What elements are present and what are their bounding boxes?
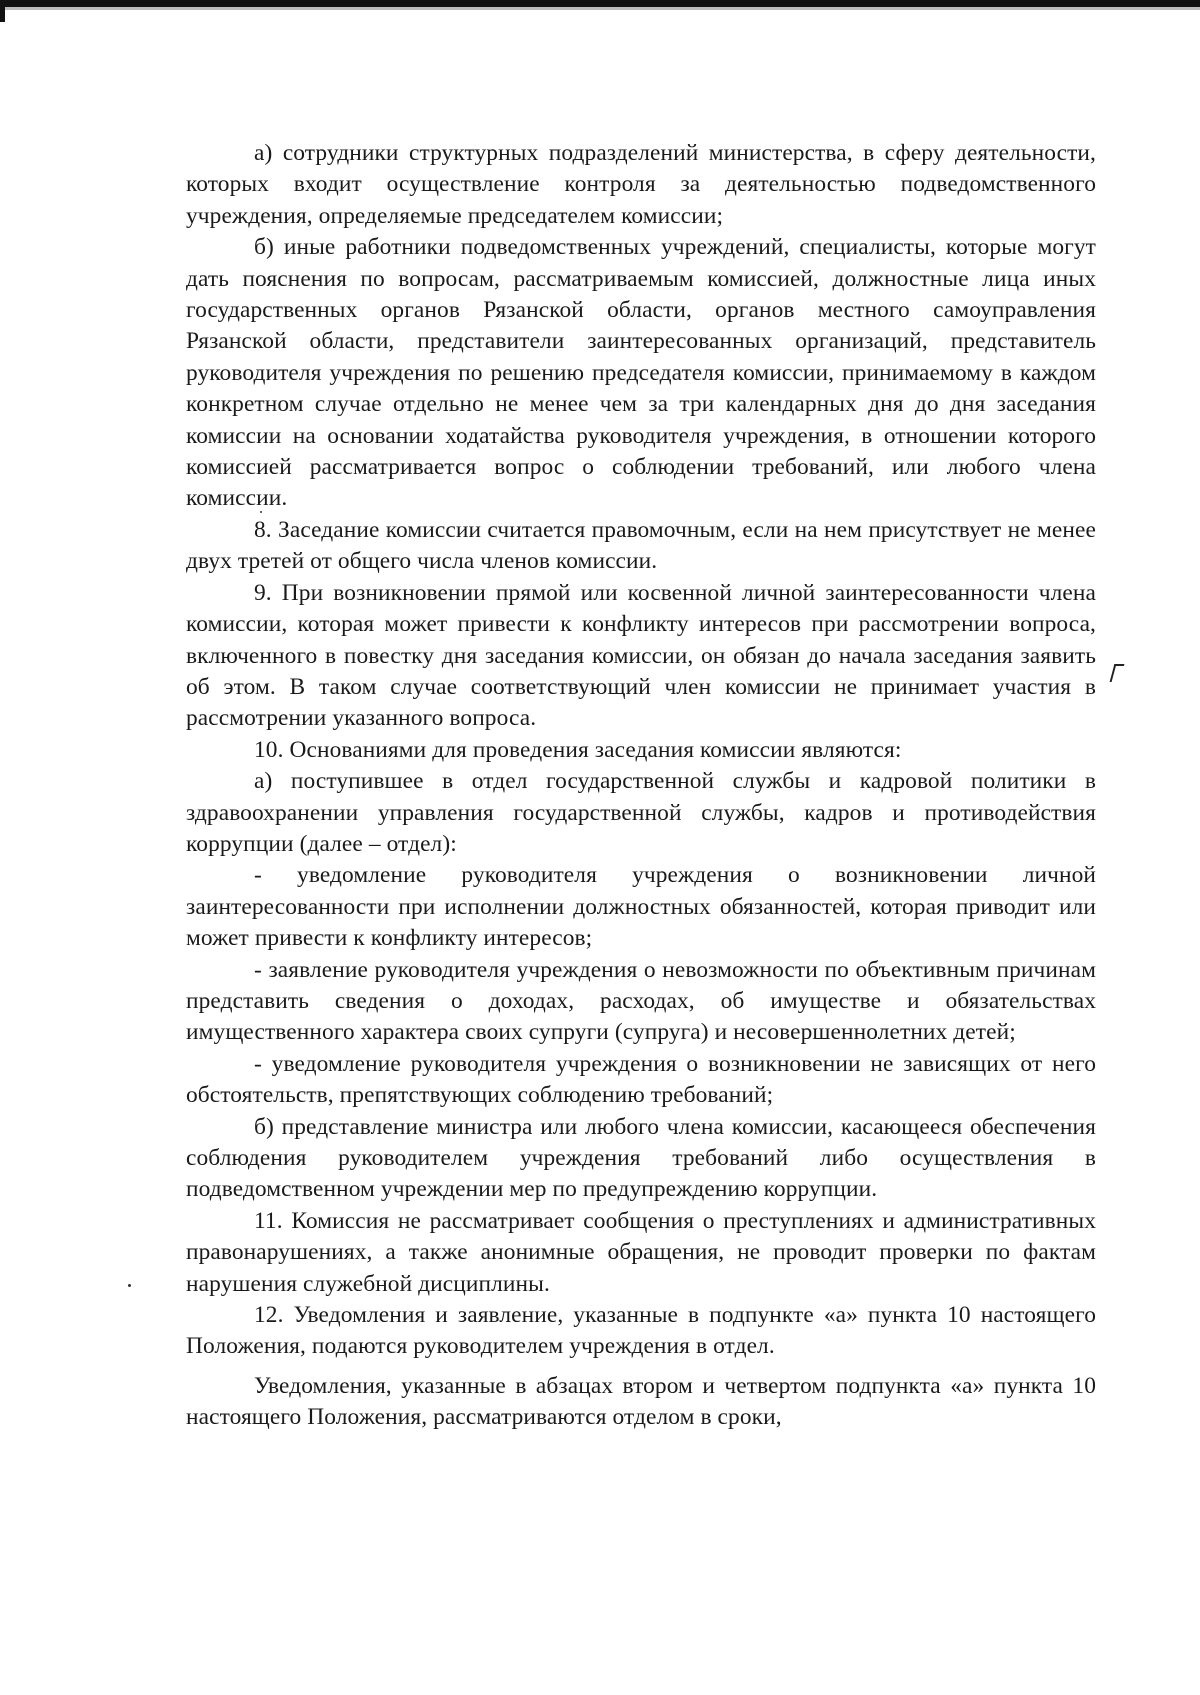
paragraph-9: 9. При возникновении прямой или косвенной личной заинтересованности члена комиссии, которая может привести к конфликту интересов при рассмотрении вопроса, включенного в повестку дня заседания комиссии, он обязан до начала заседания заявить об этом. В таком случае соответствующий член комиссии не принимает участия в рассмотрении указанного вопроса. [186,579,1096,732]
scan-border-left [0,0,5,22]
paragraph-7b: б) иные работники подведомственных учреждений, специалисты, которые могут дать пояснения по вопросам, рассматриваемым комиссией, должностные лица иных государственных органов Рязанской области, органов местного самоуправления Рязанской области, представители заинтересованных организаций, представитель руководителя учреждения по решению председателя комиссии, принимаемому в каждом конкретном случае отдельно не менее чем за три календарных дня до дня заседания комиссии на основании ходатайства руководителя учреждения, в отношении которого комиссией рассматривается вопрос о соблюдении требований, или любого члена комиссии. [186,234,1096,512]
paragraph-10: 10. Основаниями для проведения заседания комиссии являются: [254,736,902,763]
paragraph-7a: а) сотрудники структурных подразделений министерства, в сферу деятельности, которых входит осуществление контроля за деятельностью подведомственного учреждения, определяемые председателем комиссии; [186,140,1096,229]
paragraph-10a-item-2: - заявление руководителя учреждения о невозможности по объективным причинам представить сведения о доходах, расходах, об имуществе и обязательствах имущественного характера своих супруги (супруга) и несовершеннолетних детей; [186,956,1096,1046]
paragraph-8: 8. Заседание комиссии считается правомочным, если на нем присутствует не менее двух третей от общего числа членов комиссии. [186,516,1096,575]
paragraph-10b: б) представление министра или любого члена комиссии, касающееся обеспечения соблюдения руководителем учреждения требований либо осуществления в подведомственном учреждении мер по предупреждению коррупции. [186,1113,1096,1203]
document-body [186,138,1096,1434]
paragraph-11: 11. Комиссия не рассматривает сообщения о преступлениях и административных правонарушениях, а также анонимные обращения, не проводит проверки по фактам нарушения служебной дисциплины. [186,1207,1096,1297]
paragraph-10a: а) поступившее в отдел государственной службы и кадровой политики в здравоохранении управления государственной службы, кадров и противодействия коррупции (далее – отдел): [186,768,1096,857]
paragraph-12: 12. Уведомления и заявление, указанные в подпункте «а» пункта 10 настоящего Положения, подаются руководителем учреждения в отдел. [186,1302,1096,1360]
scan-border-top [0,0,1200,7]
paragraph-10a-item-1: - уведомление руководителя учреждения о возникновении личной заинтересованности при исполнении должностных обязанностей, которая приводит или может привести к конфликту интересов; [186,862,1096,952]
scan-speck [260,511,262,513]
scan-border-shadow [0,7,1200,10]
paragraph-12-continuation: Уведомления, указанные в абзацах втором и четвертом подпункта «а» пункта 10 настоящего Положения, рассматриваются отделом в сроки, [186,1372,1096,1431]
pen-mark [1110,664,1125,682]
paragraph-10a-item-3: - уведомление руководителя учреждения о возникновении не зависящих от него обстоятельств, препятствующих соблюдению требований; [186,1050,1096,1109]
scan-speck [128,1284,131,1287]
